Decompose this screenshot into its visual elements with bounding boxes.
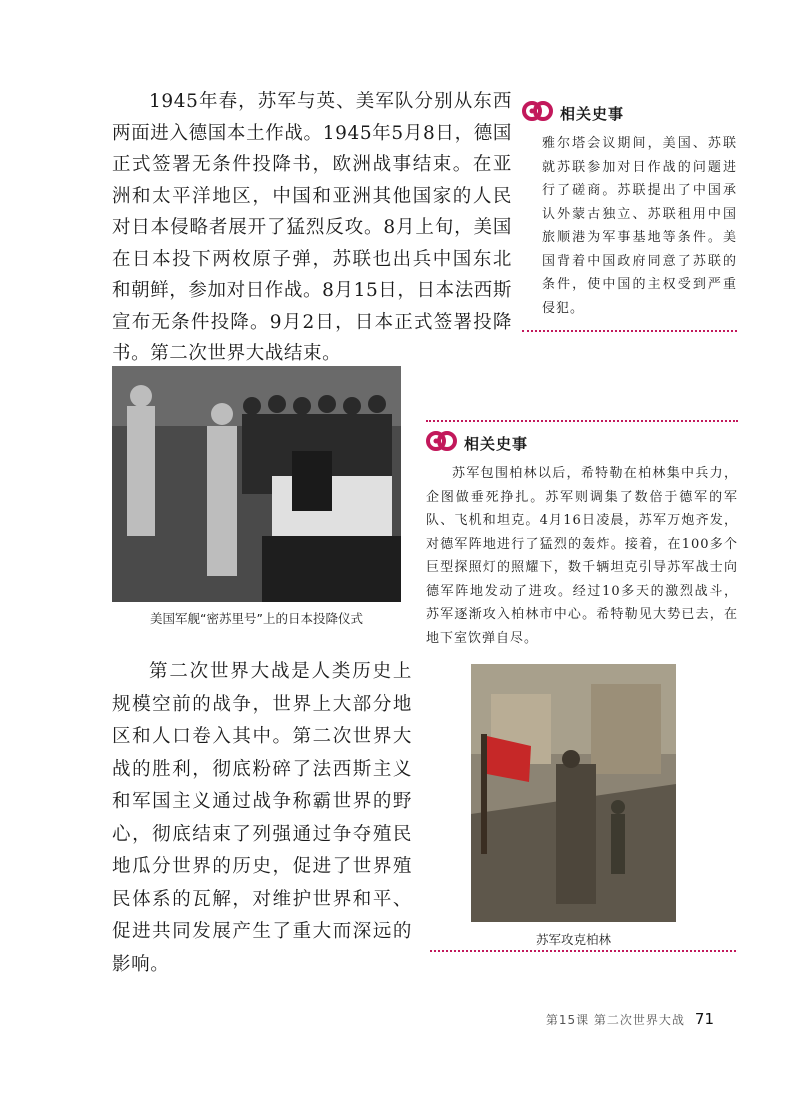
divider bbox=[426, 420, 738, 422]
body-paragraph-2: 第二次世界大战是人类历史上规模空前的战争，世界上大部分地区和人口卷入其中。第二次世界大战的胜利，彻底粉碎了法西斯主义和军国主义通过战争称霸世界的野心，彻底结束了列强通过争夺殖民地瓜分世界的历史，促进了世界殖民体系的瓦解，对维护世界和平、促进共同发展产生了重大而深远的影响。 bbox=[112, 661, 412, 975]
divider bbox=[430, 950, 736, 952]
figure-caption-2: 苏军攻克柏林 bbox=[535, 932, 611, 947]
divider bbox=[522, 330, 737, 332]
page-footer bbox=[546, 1010, 714, 1028]
related-history-box-1 bbox=[522, 92, 737, 332]
body-paragraph-1: 1945年春，苏军与英、美军队分别从东西两面进入德国本土作战。1945年5月8日，德国正式签署无条件投降书，欧洲战事结束。在亚洲和太平洋地区，中国和亚洲其他国家的人民对日本侵略者展开了猛烈反攻。8月上旬，美国在日本投下两枚原子弹，苏联也出兵中国东北和朝鲜，参加对日作战。8月15日，日本法西斯宣布无条件投降。9月2日，日本正式签署投降书。第二次世界大战结束。 bbox=[112, 91, 513, 364]
page-number: 71 bbox=[694, 1010, 714, 1028]
history-note-icon bbox=[426, 428, 460, 458]
figure-caption-1: 美国军舰“密苏里号”上的日本投降仪式 bbox=[150, 611, 363, 626]
running-footer: 第15课 第二次世界大战 bbox=[545, 1013, 685, 1027]
sidebar-header bbox=[522, 98, 737, 128]
surrender-ceremony-photo bbox=[112, 366, 401, 602]
sidebar-title: 相关史事 bbox=[560, 104, 625, 123]
sidebar-text: 雅尔塔会议期间，美国、苏联就苏联参加对日作战的问题进行了磋商。苏联提出了中国承认外蒙古独立、苏联租用中国旅顺港为军事基地等条件。美国背着中国政府同意了苏联的条件，使中国的主权受到严重侵犯。 bbox=[542, 136, 737, 316]
sidebar-title: 相关史事 bbox=[464, 434, 529, 453]
sidebar-header bbox=[426, 428, 738, 458]
related-history-box-2 bbox=[426, 420, 738, 650]
berlin-capture-painting bbox=[471, 664, 676, 922]
sidebar-text: 苏军包围柏林以后，希特勒在柏林集中兵力，企图做垂死挣扎。苏军则调集了数倍于德军的军队、飞机和坦克。4月16日凌晨，苏军万炮齐发，对德军阵地进行了猛烈的轰炸。接着，在100多个巨型探照灯的照耀下，数千辆坦克引导苏军战士向德军阵地发动了进攻。经过10多天的激烈战斗，苏军逐渐攻入柏林市中心。希特勒见大势已去，在地下室饮弹自尽。 bbox=[426, 466, 738, 646]
history-note-icon bbox=[522, 98, 556, 128]
